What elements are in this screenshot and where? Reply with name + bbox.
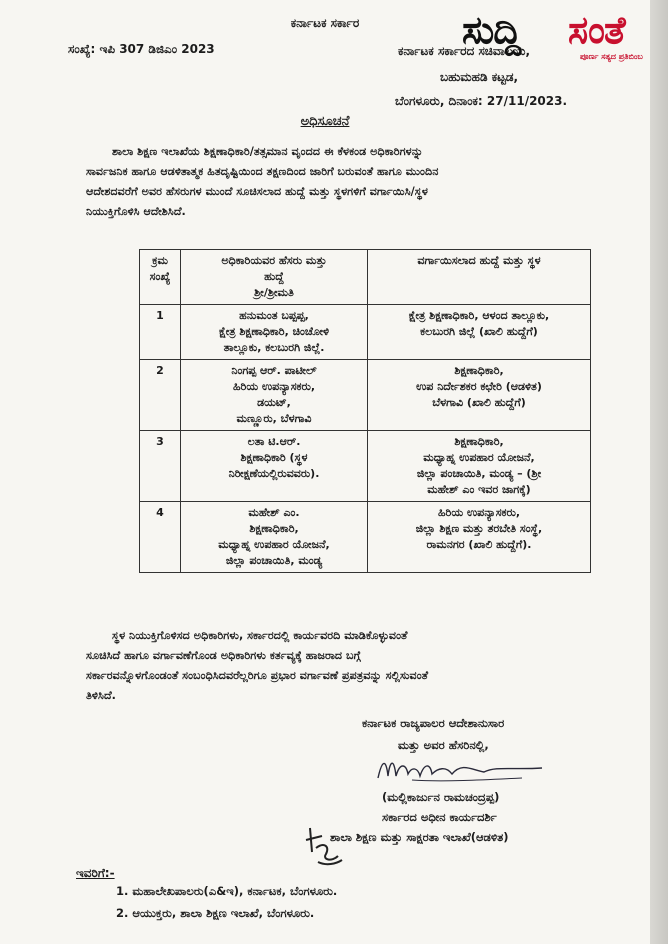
copy-to-item: 2. ಆಯುಕ್ತರು, ಶಾಲಾ ಶಿಕ್ಷಣ ಇಲಾಖೆ, ಬೆಂಗಳೂರು. xyxy=(116,906,315,920)
government-title: ಕರ್ನಾಟಕ ಸರ್ಕಾರ xyxy=(290,16,360,30)
header-transferred-post: ವರ್ಗಾಯಿಸಲಾದ ಹುದ್ದೆ ಮತ್ತು ಸ್ಥಳ xyxy=(368,250,591,305)
reference-number: ಸಂಖ್ಯೆ: ಇಪಿ 307 ಡಿಜಿಎಂ 2023 xyxy=(68,42,215,56)
table-row xyxy=(140,360,591,431)
table-row xyxy=(140,502,591,573)
logo-text-red: ಸಂತೆ xyxy=(568,8,625,52)
table-row xyxy=(140,305,591,360)
document-date: ಬೆಂಗಳೂರು, ದಿನಾಂಕ: 27/11/2023. xyxy=(395,94,568,108)
closing-paragraph xyxy=(86,626,606,706)
initial-mark xyxy=(296,822,348,872)
news-logo xyxy=(462,8,658,60)
row-new-post: ಶಿಕ್ಷಣಾಧಿಕಾರಿ, ಉಪ ನಿರ್ದೇಶಕರ ಕಛೇರಿ (ಆಡಳಿತ) ಬೆಳಗಾವಿ (ಖಾಲಿ ಹುದ್ದೆಗೆ) xyxy=(368,360,591,431)
row-new-post: ಹಿರಿಯ ಉಪನ್ಯಾಸಕರು, ಜಿಲ್ಲಾ ಶಿಕ್ಷಣ ಮತ್ತು ತರಬೇತಿ ಸಂಸ್ಥೆ, ರಾಮನಗರ (ಖಾಲಿ ಹುದ್ದೆಗೆ). xyxy=(368,502,591,573)
row-serial-no: 4 xyxy=(140,502,181,573)
row-serial-no: 3 xyxy=(140,431,181,502)
closing-line: ಸ್ಥಳ ನಿಯುಕ್ತಿಗೊಳಿಸದ ಅಧಿಕಾರಿಗಳು, ಸರ್ಕಾರದಲ್ಲಿ ಕಾರ್ಯವರದಿ ಮಾಡಿಕೊಳ್ಳುವಂತೆ xyxy=(112,629,408,642)
office-name: ಕರ್ನಾಟಕ ಸರ್ಕಾರದ ಸಚಿವಾಲಯ, xyxy=(398,44,531,58)
handwritten-signature xyxy=(372,752,552,786)
building-name: ಬಹುಮಹಡಿ ಕಟ್ಟಡ, xyxy=(440,70,519,84)
transfer-table xyxy=(139,249,591,573)
row-new-post: ಕ್ಷೇತ್ರ ಶಿಕ್ಷಣಾಧಿಕಾರಿ, ಆಳಂದ ತಾಲ್ಲೂಕು, ಕಲಬುರಗಿ ಜಿಲ್ಲೆ (ಖಾಲಿ ಹುದ್ದೆಗೆ) xyxy=(368,305,591,360)
closing-line: ಸರ್ಕಾರವನ್ನೊಳಗೊಂಡಂತೆ ಸಂಬಂಧಿಸಿದವರೆಲ್ಲರಿಗೂ ಪ್ರಭಾರ ವರ್ಗಾವಣೆ ಪ್ರಪತ್ರವನ್ನು ಸಲ್ಲಿಸುವಂತೆ xyxy=(86,669,429,682)
row-officer: ನಿಂಗಪ್ಪ ಆರ್. ಪಾಟೀಲ್ ಹಿರಿಯ ಉಪನ್ಯಾಸಕರು, ಡಯಟ್, ಮಣ್ಣೂರು, ಬೆಳಗಾವಿ xyxy=(181,360,368,431)
intro-line: ನಿಯುಕ್ತಿಗೊಳಿಸಿ ಆದೇಶಿಸಿದೆ. xyxy=(86,205,186,218)
logo-tagline: ಪೂರ್ಣ ಸತ್ಯದ ಪ್ರತಿಬಿಂಬ xyxy=(580,52,643,61)
row-officer: ಲತಾ ಟಿ.ಆರ್. ಶಿಕ್ಷಣಾಧಿಕಾರಿ (ಸ್ಥಳ ನಿರೀಕ್ಷಣೆಯಲ್ಲಿರುವವರು). xyxy=(181,431,368,502)
table-row xyxy=(140,431,591,502)
intro-line: ಶಾಲಾ ಶಿಕ್ಷಣ ಇಲಾಖೆಯ ಶಿಕ್ಷಣಾಧಿಕಾರಿ/ತತ್ಸಮಾನ ವೃಂದದ ಈ ಕೆಳಕಂಡ ಅಧಿಕಾರಿಗಳನ್ನು xyxy=(112,145,424,158)
page-edge-shadow xyxy=(650,0,668,944)
row-new-post: ಶಿಕ್ಷಣಾಧಿಕಾರಿ, ಮಧ್ಯಾಹ್ನ ಉಪಹಾರ ಯೋಜನೆ, ಜಿಲ್ಲಾ ಪಂಚಾಯಿತಿ, ಮಂಡ್ಯ – (ಶ್ರೀ ಮಹೇಶ್ ಎಂ ಇವರ ಜಾಗಕ್ಕೆ) xyxy=(368,431,591,502)
copy-to-item: 1. ಮಹಾಲೇಖಪಾಲರು(ಎ&ಇ), ಕರ್ನಾಟಕ, ಬೆಂಗಳೂರು. xyxy=(116,884,338,898)
intro-line: ಸಾರ್ವಜನಿಕ ಹಾಗೂ ಆಡಳಿತಾತ್ಮಕ ಹಿತದೃಷ್ಟಿಯಿಂದ ತಕ್ಷಣದಿಂದ ಜಾರಿಗೆ ಬರುವಂತೆ ಹಾಗೂ ಮುಂದಿನ xyxy=(86,165,439,178)
row-serial-no: 1 xyxy=(140,305,181,360)
in-name-line: ಮತ್ತು ಅವರ ಹೆಸರಿನಲ್ಲಿ, xyxy=(398,738,489,752)
logo-text-black: ಸುದ್ದಿ xyxy=(462,8,521,52)
copy-to-heading: ಇವರಿಗೆ:- xyxy=(76,866,115,880)
row-officer: ಮಹೇಶ್ ಎಂ. ಶಿಕ್ಷಣಾಧಿಕಾರಿ, ಮಧ್ಯಾಹ್ನ ಉಪಹಾರ ಯೋಜನೆ, ಜಿಲ್ಲಾ ಪಂಚಾಯಿತಿ, ಮಂಡ್ಯ xyxy=(181,502,368,573)
signatory-department: ಶಾಲಾ ಶಿಕ್ಷಣ ಮತ್ತು ಸಾಕ್ಷರತಾ ಇಲಾಖೆ(ಆಡಳಿತ) xyxy=(330,830,509,844)
signatory-name: (ಮಲ್ಲಿಕಾರ್ಜುನ ರಾಮಚಂದ್ರಪ್ಪ) xyxy=(382,790,500,804)
intro-paragraph xyxy=(86,142,606,222)
header-serial-no: ಕ್ರಮ ಸಂಖ್ಯೆ xyxy=(140,250,181,305)
intro-line: ಆದೇಶದವರೆಗೆ ಅವರ ಹೆಸರುಗಳ ಮುಂದೆ ಸೂಚಿಸಲಾದ ಹುದ್ದೆ ಮತ್ತು ಸ್ಥಳಗಳಿಗೆ ವರ್ಗಾಯಿಸಿ/ಸ್ಥಳ xyxy=(86,185,428,198)
header-officer-name: ಅಧಿಕಾರಿಯವರ ಹೆಸರು ಮತ್ತು ಹುದ್ದೆ ಶ್ರೀ/ಶ್ರೀಮತಿ xyxy=(181,250,368,305)
table-header-row xyxy=(140,250,591,305)
row-officer: ಹನುಮಂತ ಬಪ್ಪಪ್ಪ, ಕ್ಷೇತ್ರ ಶಿಕ್ಷಣಾಧಿಕಾರಿ, ಚಿಂಚೋಳಿ ತಾಲ್ಲೂಕು, ಕಲಬುರಗಿ ಜಿಲ್ಲೆ. xyxy=(181,305,368,360)
closing-line: ತಿಳಿಸಿದೆ. xyxy=(86,689,116,702)
signatory-designation: ಸರ್ಕಾರದ ಅಧೀನ ಕಾರ್ಯದರ್ಶಿ xyxy=(382,810,497,824)
row-serial-no: 2 xyxy=(140,360,181,431)
closing-line: ಸೂಚಿಸಿದೆ ಹಾಗೂ ವರ್ಗಾವಣೆಗೊಂಡ ಅಧಿಕಾರಿಗಳು ಕರ್ತವ್ಯಕ್ಕೆ ಹಾಜರಾದ ಬಗ್ಗೆ xyxy=(86,649,361,662)
governor-order-line: ಕರ್ನಾಟಕ ರಾಜ್ಯಪಾಲರ ಆದೇಶಾನುಸಾರ xyxy=(362,716,505,730)
notice-title: ಅಧಿಸೂಚನೆ xyxy=(300,114,350,129)
